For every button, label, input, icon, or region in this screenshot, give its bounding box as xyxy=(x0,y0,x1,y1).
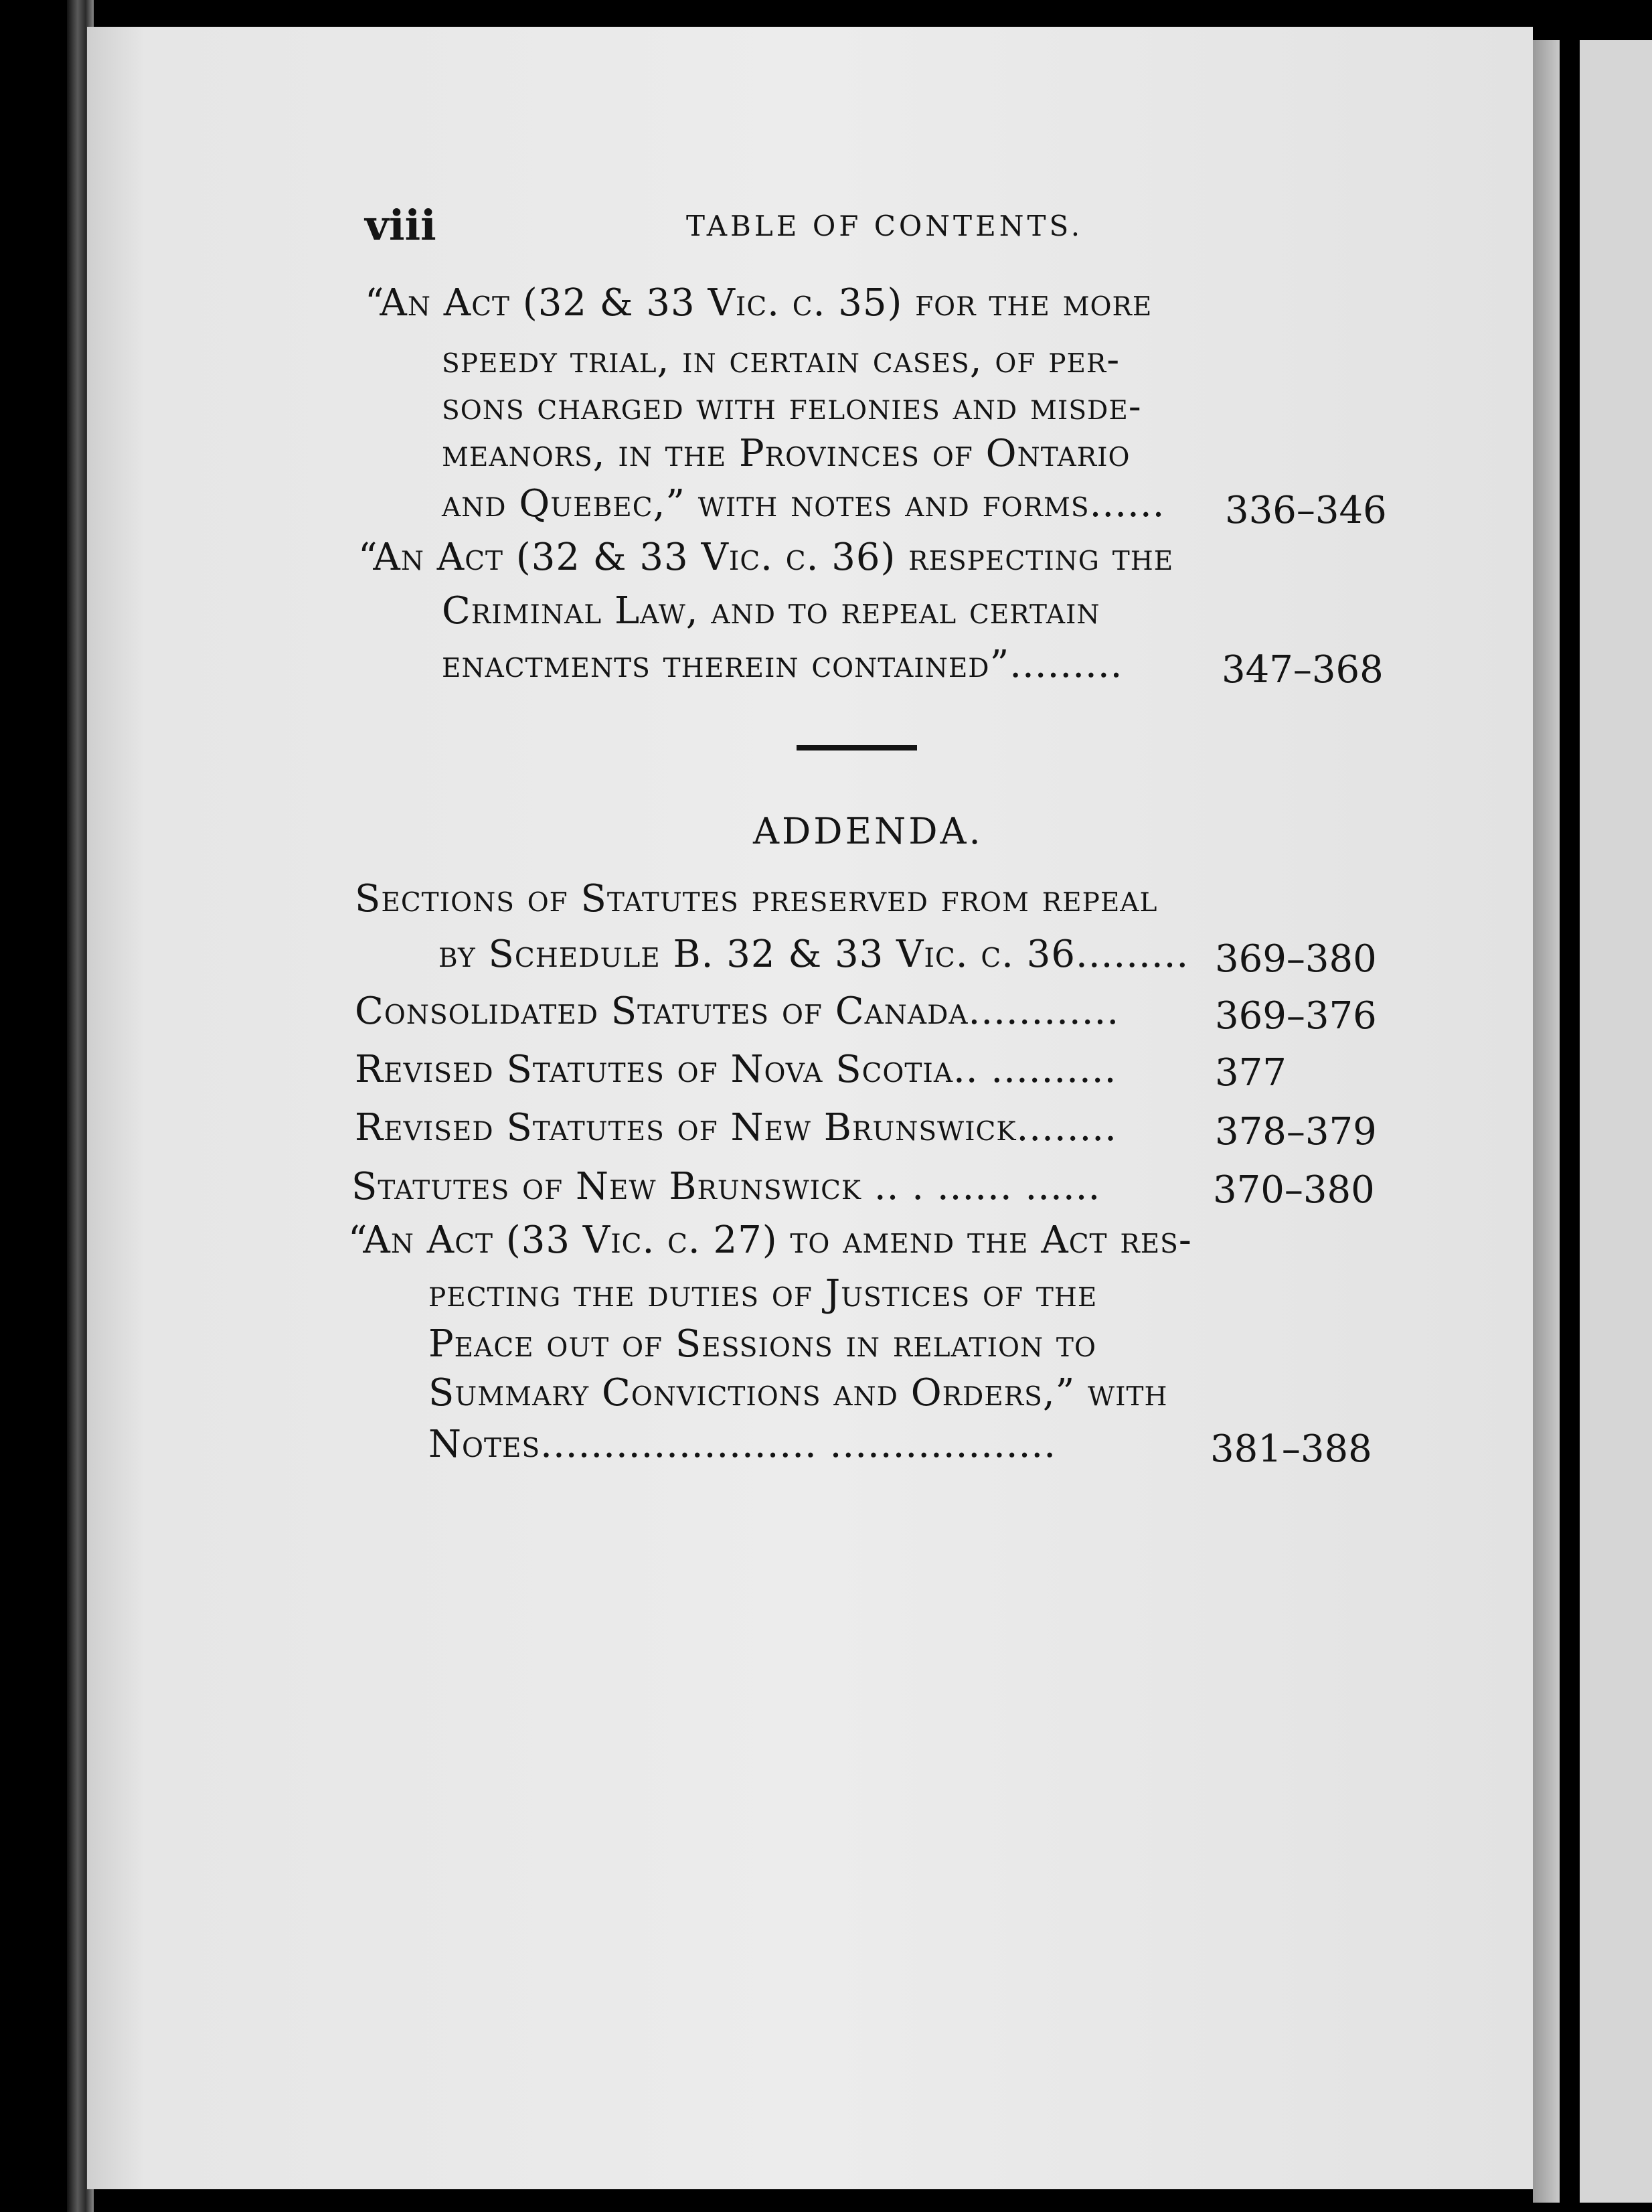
toc-entry-2-line-3: enactments therein contained”......... xyxy=(442,643,1123,686)
addenda-entry-1-line-1: Sections of Statutes preserved from repeal xyxy=(355,877,1158,921)
addenda-entry-4: Revised Statutes of New Brunswick........ xyxy=(355,1106,1117,1150)
addenda-entry-6-line-1: “An Act (33 Vic. c. 27) to amend the Act res- xyxy=(348,1218,1192,1262)
addenda-entry-5: Statutes of New Brunswick .. . ...... ...... xyxy=(351,1165,1101,1208)
section-divider xyxy=(797,745,917,750)
addenda-entry-3: Revised Statutes of Nova Scotia.. .......... xyxy=(355,1048,1117,1091)
toc-entry-1-line-5: and Quebec,” with notes and forms...... xyxy=(442,482,1165,526)
addenda-entry-6-line-3: Peace out of Sessions in relation to xyxy=(428,1322,1096,1366)
addenda-entry-2: Consolidated Statutes of Canada............ xyxy=(355,990,1120,1033)
toc-entry-2-pages: 347–368 xyxy=(1222,648,1384,692)
page-edge xyxy=(1533,40,1560,2203)
addenda-entry-4-pages: 378–379 xyxy=(1215,1110,1377,1154)
toc-entry-2-line-2: Criminal Law, and to repeal certain xyxy=(442,589,1100,633)
addenda-entry-1-pages: 369–380 xyxy=(1215,937,1377,981)
toc-entry-2-line-1: “An Act (32 & 33 Vic. c. 36) respecting the xyxy=(358,536,1174,579)
addenda-entry-6-line-2: pecting the duties of Justices of the xyxy=(428,1272,1098,1316)
page-number: viii xyxy=(365,201,436,250)
toc-entry-1-line-4: meanors, in the Provinces of Ontario xyxy=(442,432,1131,475)
addenda-heading: ADDENDA. xyxy=(753,810,983,852)
toc-entry-1-line-3: sons charged with felonies and misde- xyxy=(442,385,1142,428)
toc-entry-1-line-2: speedy trial, in certain cases, of per- xyxy=(442,338,1121,382)
facing-page xyxy=(1580,40,1652,2203)
addenda-entry-5-pages: 370–380 xyxy=(1213,1168,1375,1212)
addenda-entry-2-pages: 369–376 xyxy=(1215,994,1377,1038)
addenda-entry-6-line-4: Summary Convictions and Orders,” with xyxy=(428,1371,1168,1415)
toc-entry-1-pages: 336–346 xyxy=(1225,489,1387,532)
toc-entry-1-line-1: “An Act (32 & 33 Vic. c. 35) for the more xyxy=(365,281,1153,325)
addenda-entry-1-line-2: by Schedule B. 32 & 33 Vic. c. 36......... xyxy=(438,933,1189,976)
addenda-entry-6-line-5: Notes...................... .................. xyxy=(428,1423,1057,1466)
addenda-entry-3-pages: 377 xyxy=(1215,1051,1287,1095)
running-head: TABLE OF CONTENTS. xyxy=(686,210,1084,242)
addenda-entry-6-pages: 381–388 xyxy=(1210,1427,1372,1471)
